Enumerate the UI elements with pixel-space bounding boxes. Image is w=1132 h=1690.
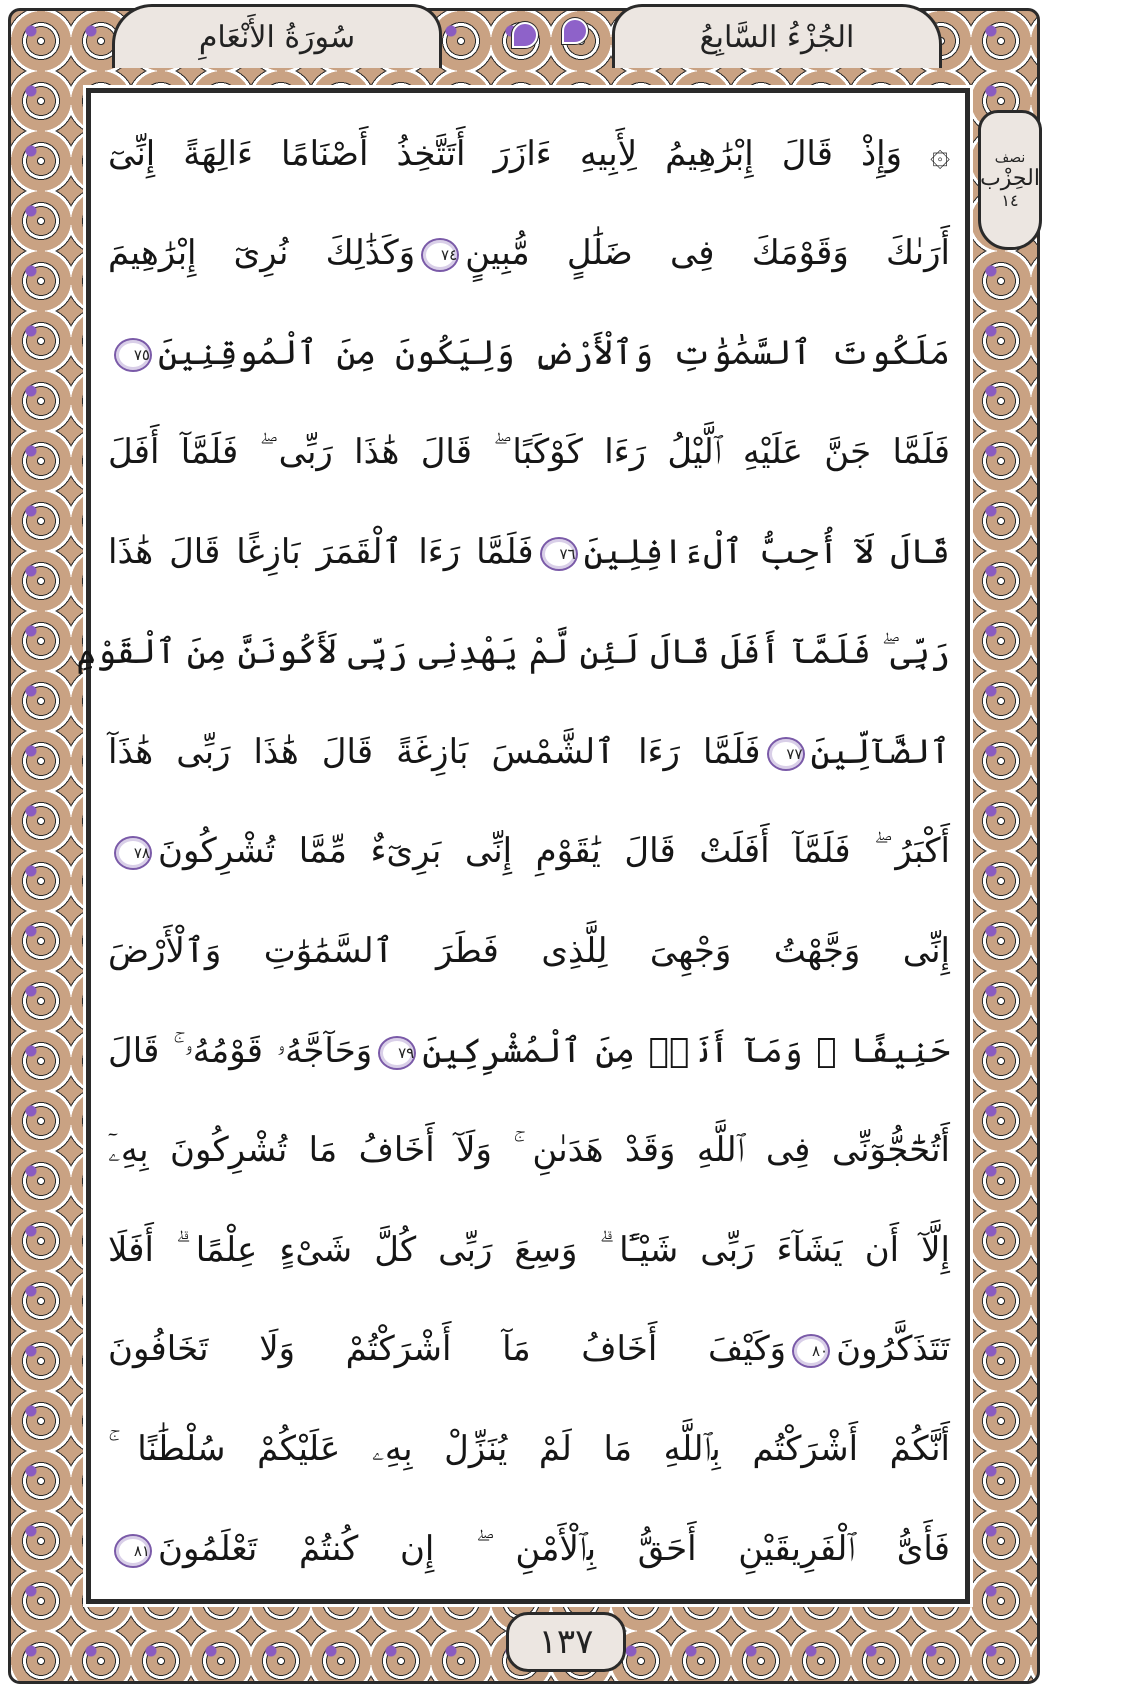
line-text: ٱلضَّآلِّينَ xyxy=(810,731,950,772)
line-text: تَتَذَكَّرُونَ xyxy=(836,1329,950,1370)
line-text: فَأَىُّ ٱلْفَرِيقَيْنِ أَحَقُّ بِٱلْأَمْنِ ۖ إِن كُنتُمْ تَعْلَمُونَ xyxy=(158,1528,950,1569)
juz-name-cartouche xyxy=(612,4,942,68)
text-line xyxy=(108,1209,950,1291)
text-line xyxy=(108,311,950,393)
line-text: مَلَكُوتَ ٱلسَّمَٰوَٰتِ وَٱلْأَرْضِ وَلِيَكُونَ مِنَ ٱلْمُوقِنِينَ xyxy=(158,332,950,373)
line-text: إِنِّى وَجَّهْتُ وَجْهِىَ لِلَّذِى فَطَرَ ٱلسَّمَٰوَٰتِ وَٱلْأَرْضَ xyxy=(108,931,950,972)
ayah-number-medallion: ٧٨ xyxy=(114,836,152,870)
text-line xyxy=(108,1508,950,1590)
line-text: أَتُحَٰٓجُّوٓنِّى فِى ٱللَّهِ وَقَدْ هَدَىٰنِ ۚ وَلَآ أَخَافُ مَا تُشْرِكُونَ بِهِۦٓ xyxy=(108,1130,950,1171)
text-line xyxy=(108,710,950,792)
line-text: وَكَذَٰلِكَ نُرِىٓ إِبْرَٰهِيمَ xyxy=(108,232,416,273)
line-text: وَكَيْفَ أَخَافُ مَآ أَشْرَكْتُمْ وَلَا تَخَافُونَ xyxy=(108,1329,787,1370)
surah-name: سُورَةُ الأَنْعَامِ xyxy=(198,20,356,55)
hizb-marker-fraction: نصف xyxy=(994,150,1026,166)
ayah-number-medallion: ٧٤ xyxy=(421,238,459,272)
line-text: قَالَ لَآ أُحِبُّ ٱلْءَافِلِينَ xyxy=(583,532,950,573)
line-text: أَرَىٰكَ وَقَوْمَكَ فِى ضَلَٰلٍ مُّبِينٍ xyxy=(465,232,950,273)
text-line xyxy=(108,1408,950,1490)
flower-ornament-icon xyxy=(512,22,538,48)
text-line xyxy=(108,810,950,892)
hizb-marker-number: ١٤ xyxy=(1001,191,1019,210)
surah-name-cartouche xyxy=(112,4,442,68)
line-text: وَحَآجَّهُۥ قَوْمُهُۥ ۚ قَالَ xyxy=(108,1030,373,1071)
text-line xyxy=(108,1308,950,1390)
text-line xyxy=(108,1109,950,1191)
ayah-number-medallion: ٧٦ xyxy=(540,537,578,571)
text-line xyxy=(108,910,950,992)
hizb-marker-label: الحِزْب xyxy=(980,166,1040,191)
line-text: حَنِيفًا ۖ وَمَآ أَنَا۠ مِنَ ٱلْمُشْرِكِينَ xyxy=(422,1030,950,1071)
page-number: ١٣٧ xyxy=(538,1622,594,1662)
text-line xyxy=(108,112,950,194)
ayah-number-medallion: ٨١ xyxy=(114,1534,152,1568)
verse-lines xyxy=(76,112,950,1590)
line-text: فَلَمَّا رَءَا ٱلْقَمَرَ بَازِغًا قَالَ هَٰذَا xyxy=(108,532,534,573)
line-text: فَلَمَّا جَنَّ عَلَيْهِ ٱلَّيْلُ رَءَا كَوْكَبًا ۖ قَالَ هَٰذَا رَبِّى ۖ فَلَمَّآ أَفَلَ xyxy=(108,432,950,473)
flower-ornament-icon xyxy=(562,18,588,44)
line-text: فَلَمَّا رَءَا ٱلشَّمْسَ بَازِغَةً قَالَ هَٰذَا رَبِّى هَٰذَآ xyxy=(108,731,761,772)
text-line xyxy=(108,411,950,493)
ayah-number-medallion: ٨٠ xyxy=(792,1334,830,1368)
juz-name: الجُزْءُ السَّابِعُ xyxy=(699,20,855,55)
line-text: أَكْبَرُ ۖ فَلَمَّآ أَفَلَتْ قَالَ يَٰقَوْمِ إِنِّى بَرِىٓءٌ مِّمَّا تُشْرِكُونَ xyxy=(158,830,950,871)
text-line xyxy=(108,212,950,294)
text-line xyxy=(108,511,950,593)
line-text: أَنَّكُمْ أَشْرَكْتُم بِٱللَّهِ مَا لَمْ يُنَزِّلْ بِهِۦ عَلَيْكُمْ سُلْطَٰنًا ۚ xyxy=(108,1429,950,1470)
text-line xyxy=(76,611,950,693)
hizb-marker-cartouche xyxy=(978,110,1042,250)
text-line xyxy=(108,1009,950,1091)
line-text: إِلَّآ أَن يَشَآءَ رَبِّى شَيْـًٔا ۗ وَسِعَ رَبِّى كُلَّ شَىْءٍ عِلْمًا ۗ أَفَلَا xyxy=(108,1229,950,1270)
ayah-number-medallion: ٧٧ xyxy=(767,737,805,771)
line-text: ۞ وَإِذْ قَالَ إِبْرَٰهِيمُ لِأَبِيهِ ءَازَرَ أَتَتَّخِذُ أَصْنَامًا ءَالِهَةً إِنِّىٓ xyxy=(108,133,950,174)
line-text: رَبِّى ۖ فَلَمَّآ أَفَلَ قَالَ لَئِن لَّمْ يَهْدِنِى رَبِّى لَأَكُونَنَّ مِنَ ٱلْقَوْمِ xyxy=(76,632,950,673)
ayah-number-medallion: ٧٩ xyxy=(378,1036,416,1070)
ayah-number-medallion: ٧٥ xyxy=(114,338,152,372)
page-number-cartouche xyxy=(506,1612,626,1672)
